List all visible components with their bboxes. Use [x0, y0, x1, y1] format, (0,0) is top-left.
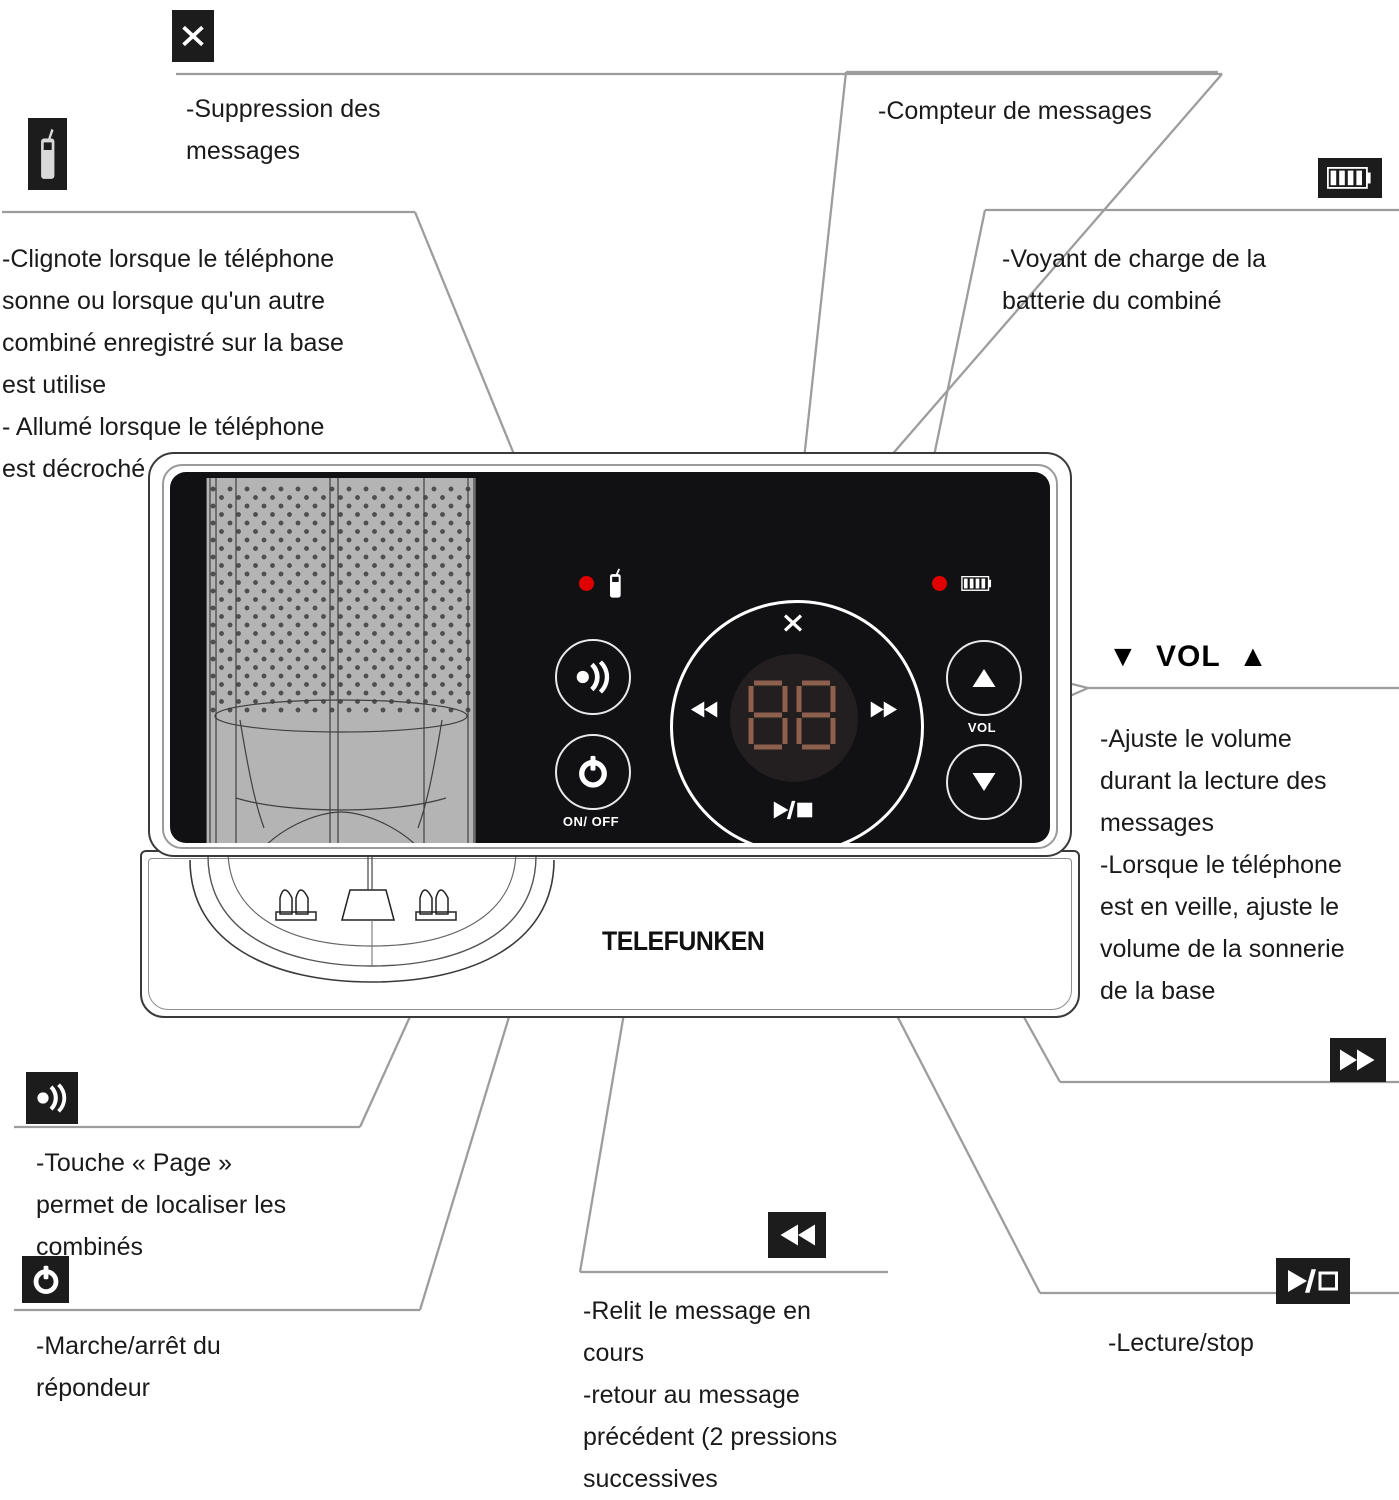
- display-digits: [746, 678, 842, 758]
- play-stop-icon: [770, 800, 816, 820]
- callout-rewind-line3: -retour au message: [583, 1381, 800, 1409]
- play-stop-icon: [1285, 1268, 1341, 1294]
- vol-down-triangle-icon: ▼: [1108, 640, 1139, 673]
- seven-segment-88: [746, 678, 842, 758]
- callout-delete: [186, 88, 486, 172]
- handset-badge: [28, 118, 67, 190]
- play-stop-badge: [1276, 1258, 1350, 1304]
- device-top-body: [148, 452, 1072, 857]
- callout-handset-line1: -Clignote lorsque le téléphone: [2, 245, 335, 273]
- power-icon: [577, 755, 609, 789]
- vol-down-button[interactable]: [946, 744, 1022, 820]
- callout-counter-line1: -Compteur de messages: [878, 97, 1152, 125]
- triangle-down-icon: [971, 771, 997, 793]
- handset-led-indicator: [579, 576, 594, 591]
- callout-volume-line1: -Ajuste le volume: [1100, 725, 1292, 753]
- fast-forward-icon: [1339, 1048, 1377, 1072]
- callout-volume-line3: messages: [1100, 809, 1214, 837]
- callout-page-line2: permet de localiser les: [36, 1191, 287, 1219]
- callout-handset-line6: est décroché: [2, 455, 146, 483]
- brand-logo: TELEFUNKEN: [602, 926, 765, 956]
- callout-delete-line2: messages: [186, 137, 300, 165]
- close-x-badge: [172, 10, 214, 62]
- device-base: [140, 850, 1080, 1018]
- vol-header-label: VOL: [1156, 640, 1221, 673]
- callout-rewind: [583, 1290, 871, 1500]
- onoff-button-label: ON/ OFF: [562, 814, 620, 829]
- vol-label: VOL: [967, 720, 997, 735]
- panel-delete-icon[interactable]: [782, 612, 804, 639]
- battery-badge: [1318, 158, 1382, 198]
- callout-onoff-line2: répondeur: [36, 1374, 150, 1402]
- callout-playstop-line1: -Lecture/stop: [1108, 1329, 1254, 1357]
- callout-handset-line2: sonne ou lorsque qu'un autre: [2, 287, 326, 315]
- vol-up-triangle-icon: ▲: [1238, 640, 1269, 673]
- power-icon: [32, 1265, 60, 1295]
- callout-volume-line2: durant la lecture des: [1100, 767, 1327, 795]
- callout-rewind-line2: cours: [583, 1339, 645, 1367]
- callout-rewind-line4: précédent (2 pressions: [583, 1423, 838, 1451]
- callout-battery-line1: -Voyant de charge de la: [1002, 245, 1267, 273]
- close-x-icon: [180, 23, 206, 49]
- handset-icon: [38, 128, 58, 180]
- vol-up-button[interactable]: [946, 640, 1022, 716]
- callout-page: [36, 1142, 328, 1268]
- control-panel: [170, 472, 1050, 843]
- callout-rewind-line1: -Relit le message en: [583, 1297, 811, 1325]
- callout-message-counter: [878, 90, 1298, 132]
- rewind-badge: [768, 1212, 826, 1258]
- speaker-grille-area: [178, 476, 500, 843]
- battery-icon: [1327, 167, 1373, 189]
- fast-forward-badge: [1330, 1038, 1386, 1082]
- vol-callout-header: [1108, 640, 1269, 674]
- callout-handset-line3: combiné enregistré sur la base: [2, 329, 344, 357]
- panel-handset-icon: [607, 568, 624, 603]
- close-x-icon: [782, 612, 804, 634]
- rewind-icon: [689, 700, 718, 719]
- page-speaker-icon: [35, 1083, 69, 1113]
- fast-forward-icon: [870, 700, 899, 719]
- panel-battery-icon: [960, 576, 994, 596]
- callout-page-line3: combinés: [36, 1233, 143, 1261]
- page-speaker-icon: [573, 660, 613, 694]
- onoff-button[interactable]: [555, 734, 631, 810]
- panel-rewind-icon[interactable]: [689, 700, 718, 724]
- callout-rewind-line5: successives: [583, 1465, 718, 1493]
- callout-battery-led: [1002, 238, 1332, 322]
- callout-playstop: [1108, 1322, 1388, 1364]
- callout-onoff: [36, 1325, 328, 1409]
- callout-volume-line7: de la base: [1100, 977, 1216, 1005]
- callout-handset-line4: est utilise: [2, 371, 107, 399]
- handset-outline-sketch: [178, 476, 500, 843]
- callout-page-line1: -Touche « Page »: [36, 1149, 232, 1177]
- callout-volume-line6: volume de la sonnerie: [1100, 935, 1345, 963]
- callout-battery-line2: batterie du combiné: [1002, 287, 1222, 315]
- rewind-icon: [778, 1223, 816, 1247]
- device-illustration: [140, 452, 1080, 1022]
- panel-forward-icon[interactable]: [870, 700, 899, 724]
- panel-playstop-icon[interactable]: [770, 800, 816, 825]
- callout-delete-line1: -Suppression des: [186, 95, 381, 123]
- callout-volume-line4: -Lorsque le téléphone: [1100, 851, 1342, 879]
- page-button[interactable]: [555, 639, 631, 715]
- callout-onoff-line1: -Marche/arrêt du: [36, 1332, 221, 1360]
- triangle-up-icon: [971, 667, 997, 689]
- page-speaker-badge: [26, 1072, 78, 1124]
- callout-handset-line5: - Allumé lorsque le téléphone: [2, 413, 325, 441]
- callout-volume: [1100, 718, 1388, 1012]
- battery-led-indicator: [932, 576, 947, 591]
- callout-volume-line5: est en veille, ajuste le: [1100, 893, 1340, 921]
